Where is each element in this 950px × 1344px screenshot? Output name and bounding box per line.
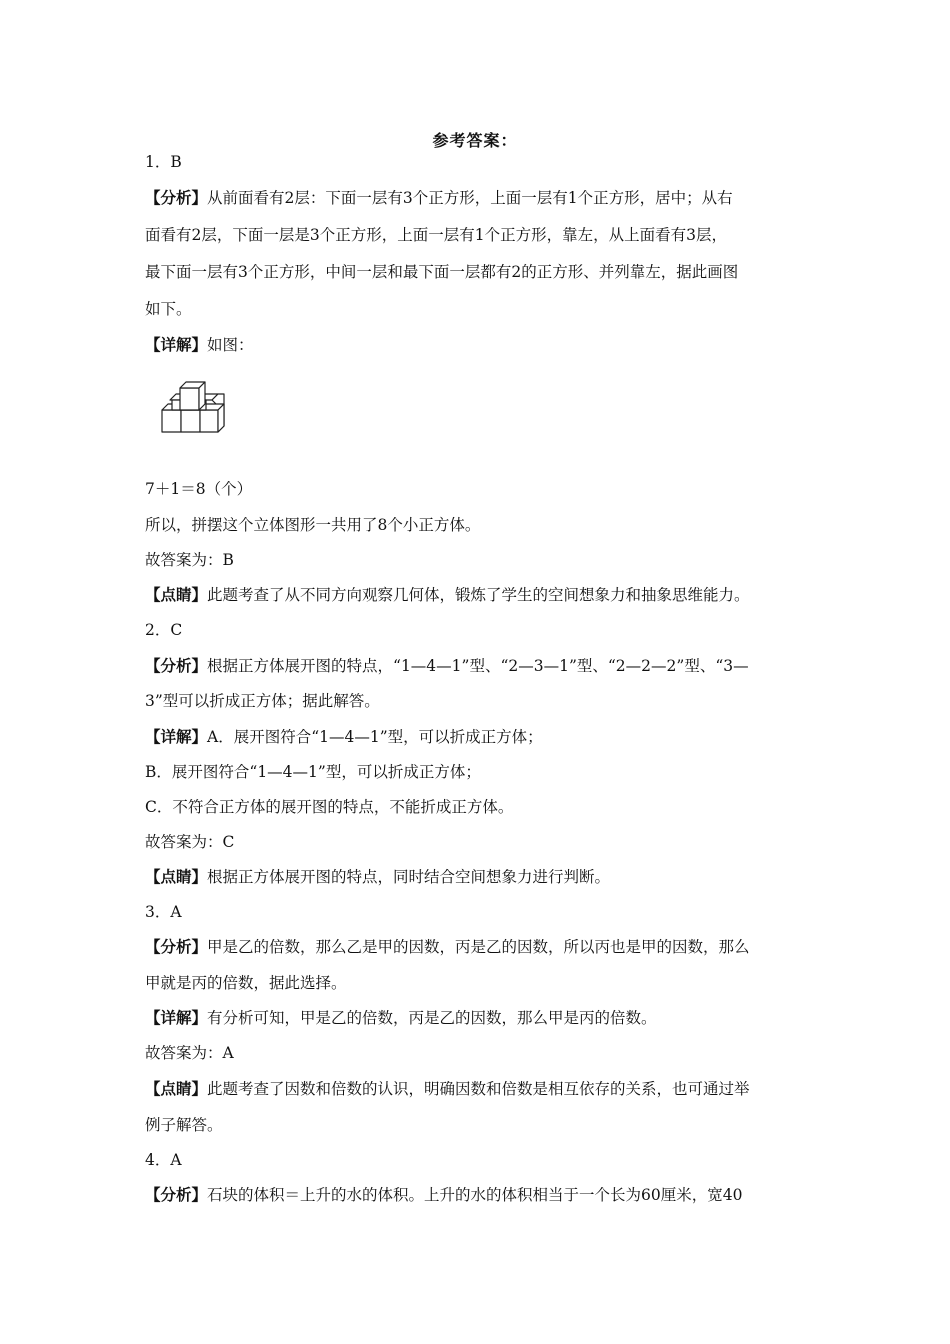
- q2-detail-line-1: 【详解】A．展开图符合“1—4—1”型，可以折成正方体；: [145, 727, 543, 746]
- comment-tag: 【点睛】: [145, 585, 208, 604]
- q1-analysis-line-4: 如下。: [145, 300, 192, 318]
- comment-tag: 【点睛】: [145, 1079, 208, 1098]
- q2-head: 2．C: [145, 621, 183, 639]
- q1-detail: 【详解】如图：: [145, 335, 254, 354]
- q1-analysis-line-3: 最下面一层有3个正方形，中间一层和最下面一层都有2的正方形、并列靠左，据此画图: [145, 263, 739, 281]
- analysis-tag: 【分析】: [145, 937, 208, 956]
- q1-analysis-line-1: 【分析】从前面看有2层：下面一层有3个正方形，上面一层有1个正方形，居中；从右: [145, 188, 733, 207]
- page-title: 参考答案：: [432, 131, 518, 150]
- q4-head: 4．A: [145, 1151, 182, 1169]
- q1-conclusion: 所以，拼摆这个立体图形一共用了8个小正方体。: [145, 516, 481, 534]
- detail-tag: 【详解】: [145, 1008, 208, 1027]
- q3-head: 3．A: [145, 903, 182, 921]
- q2-analysis-line-1: 【分析】根据正方体展开图的特点，“1—4—1”型、“2—3—1”型、“2—2—2”型、“3—: [145, 656, 749, 675]
- q1-head: 1．B: [145, 153, 182, 171]
- analysis-tag: 【分析】: [145, 188, 208, 207]
- q1-analysis-line-2: 面看有2层，下面一层是3个正方形，上面一层有1个正方形，靠左，从上面看有3层，: [145, 226, 727, 244]
- cube-stack-figure: [158, 378, 230, 436]
- q1-comment: 【点睛】此题考查了从不同方向观察几何体，锻炼了学生的空间想象力和抽象思维能力。: [145, 585, 750, 604]
- q2-detail-line-3: C．不符合正方体的展开图的特点，不能折成正方体。: [145, 798, 514, 816]
- q2-analysis-line-2: 3”型可以折成正方体；据此解答。: [145, 692, 380, 710]
- q2-detail-line-2: B．展开图符合“1—4—1”型，可以折成正方体；: [145, 763, 481, 781]
- q3-detail: 【详解】有分析可知，甲是乙的倍数，丙是乙的因数，那么甲是丙的倍数。: [145, 1008, 657, 1027]
- q2-answer: 故答案为：C: [145, 833, 235, 851]
- q2-comment: 【点睛】根据正方体展开图的特点，同时结合空间想象力进行判断。: [145, 867, 611, 886]
- q1-answer: 故答案为：B: [145, 551, 234, 569]
- q1-calc: 7＋1＝8（个）: [145, 480, 253, 498]
- detail-tag: 【详解】: [145, 727, 208, 746]
- q4-analysis: 【分析】石块的体积＝上升的水的体积。上升的水的体积相当于一个长为60厘米，宽40: [145, 1185, 743, 1204]
- q3-analysis-line-1: 【分析】甲是乙的倍数，那么乙是甲的因数，丙是乙的因数，所以丙也是甲的因数，那么: [145, 937, 750, 956]
- q3-analysis-line-2: 甲就是丙的倍数，据此选择。: [145, 974, 347, 992]
- analysis-tag: 【分析】: [145, 656, 208, 675]
- q3-answer: 故答案为：A: [145, 1044, 234, 1062]
- detail-tag: 【详解】: [145, 335, 208, 354]
- q3-comment-line-1: 【点睛】此题考查了因数和倍数的认识，明确因数和倍数是相互依存的关系，也可通过举: [145, 1079, 750, 1098]
- analysis-tag: 【分析】: [145, 1185, 208, 1204]
- comment-tag: 【点睛】: [145, 867, 208, 886]
- q3-comment-line-2: 例子解答。: [145, 1116, 223, 1134]
